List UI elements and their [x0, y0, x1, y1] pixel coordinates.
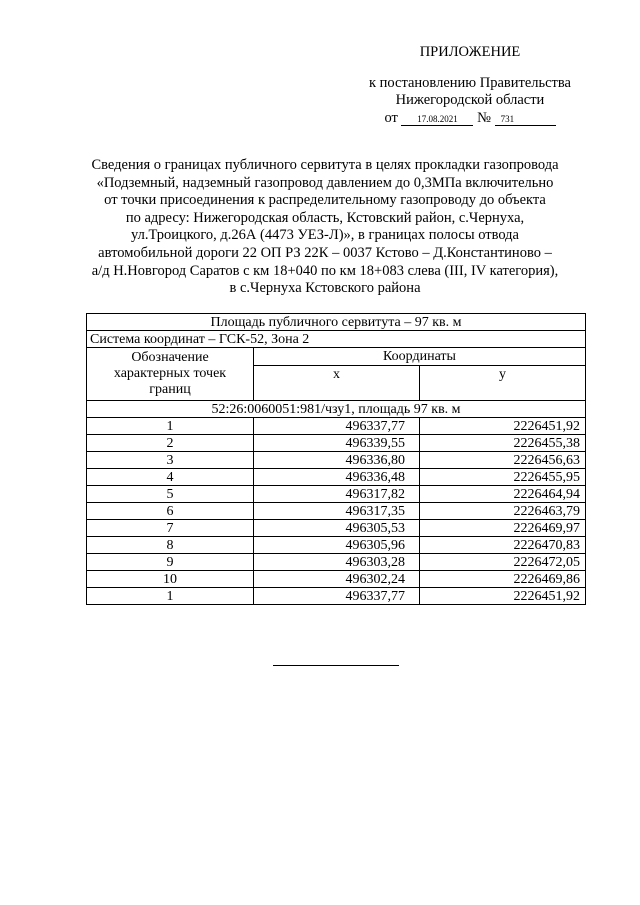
column-header-designation: Обозначение характерных точек границ — [87, 348, 254, 401]
column-header-coordinates: Координаты — [254, 348, 586, 366]
table-row — [87, 554, 586, 571]
heading-line: ул.Троицкого, д.26А (4473 УЕЗ-Л)», в границах полосы отвода — [130, 227, 519, 244]
appendix-line-region: Нижегородской области — [395, 92, 545, 108]
x-coordinate: 496317,35 — [254, 503, 420, 520]
y-coordinate: 2226470,83 — [420, 537, 586, 554]
table-row — [87, 503, 586, 520]
decree-date: 17.08.2021 — [401, 114, 473, 126]
x-coordinate: 496336,48 — [254, 469, 420, 486]
coordinates-table — [86, 313, 586, 605]
heading-line: Сведения о границах публичного сервитута в целях прокладки газопровода — [91, 157, 559, 173]
point-number: 1 — [87, 418, 254, 435]
y-coordinate: 2226469,97 — [420, 520, 586, 537]
date-prefix: от — [384, 109, 398, 126]
heading-line: от точки присоединения к распределительному газопроводу до объекта — [104, 192, 546, 209]
table-row — [87, 520, 586, 537]
y-coordinate: 2226456,63 — [420, 452, 586, 469]
point-number: 7 — [87, 520, 254, 537]
closing-separator-line — [273, 665, 399, 666]
table-row — [87, 588, 586, 605]
x-coordinate: 496337,77 — [254, 588, 420, 605]
column-header-y: y — [420, 366, 586, 401]
y-coordinate: 2226469,86 — [420, 571, 586, 588]
table-row — [87, 435, 586, 452]
table-row — [87, 486, 586, 503]
x-coordinate: 496317,82 — [254, 486, 420, 503]
y-coordinate: 2226451,92 — [420, 418, 586, 435]
point-number: 1 — [87, 588, 254, 605]
y-coordinate: 2226472,05 — [420, 554, 586, 571]
coordinate-system: Система координат – ГСК-52, Зона 2 — [87, 331, 586, 348]
number-prefix: № — [477, 109, 491, 126]
y-coordinate: 2226455,95 — [420, 469, 586, 486]
table-row — [87, 469, 586, 486]
appendix-block — [345, 44, 595, 127]
x-coordinate: 496336,80 — [254, 452, 420, 469]
appendix-date-line — [345, 110, 595, 128]
point-number: 10 — [87, 571, 254, 588]
point-number: 6 — [87, 503, 254, 520]
x-coordinate: 496303,28 — [254, 554, 420, 571]
column-header-x: x — [254, 366, 420, 401]
x-coordinate: 496305,96 — [254, 537, 420, 554]
table-row — [87, 571, 586, 588]
area-title: Площадь публичного сервитута – 97 кв. м — [87, 314, 586, 331]
point-number: 8 — [87, 537, 254, 554]
y-coordinate: 2226451,92 — [420, 588, 586, 605]
y-coordinate: 2226455,38 — [420, 435, 586, 452]
heading-line: автомобильной дороги 22 ОП РЗ 22К – 0037 Кстово – Д.Константиново – — [98, 244, 552, 261]
x-coordinate: 496305,53 — [254, 520, 420, 537]
point-number: 2 — [87, 435, 254, 452]
y-coordinate: 2226464,94 — [420, 486, 586, 503]
x-coordinate: 496339,55 — [254, 435, 420, 452]
appendix-line-decree: к постановлению Правительства — [369, 74, 571, 91]
point-number: 4 — [87, 469, 254, 486]
document-heading — [80, 157, 570, 298]
heading-line: в с.Чернуха Кстовского района — [229, 280, 421, 297]
table-row — [87, 452, 586, 469]
decree-number: 731 — [495, 114, 556, 126]
y-coordinate: 2226463,79 — [420, 503, 586, 520]
point-number: 3 — [87, 452, 254, 469]
x-coordinate: 496337,77 — [254, 418, 420, 435]
x-coordinate: 496302,24 — [254, 571, 420, 588]
heading-line: «Подземный, надземный газопровод давлением до 0,3МПа включительно — [96, 174, 554, 191]
parcel-row — [87, 401, 586, 418]
point-number: 5 — [87, 486, 254, 503]
table-row — [87, 537, 586, 554]
heading-line: по адресу: Нижегородская область, Кстовский район, с.Чернуха, — [125, 209, 525, 226]
point-number: 9 — [87, 554, 254, 571]
area-title-row — [87, 314, 586, 331]
table-row — [87, 418, 586, 435]
header-row — [87, 348, 586, 366]
appendix-title: ПРИЛОЖЕНИЕ — [419, 44, 521, 60]
coordinate-system-row — [87, 331, 586, 348]
heading-line: а/д Н.Новгород Саратов с км 18+040 по км 18+083 слева (III, IV категория), — [91, 262, 559, 279]
parcel-caption: 52:26:0060051:981/чзу1, площадь 97 кв. м — [87, 401, 586, 418]
